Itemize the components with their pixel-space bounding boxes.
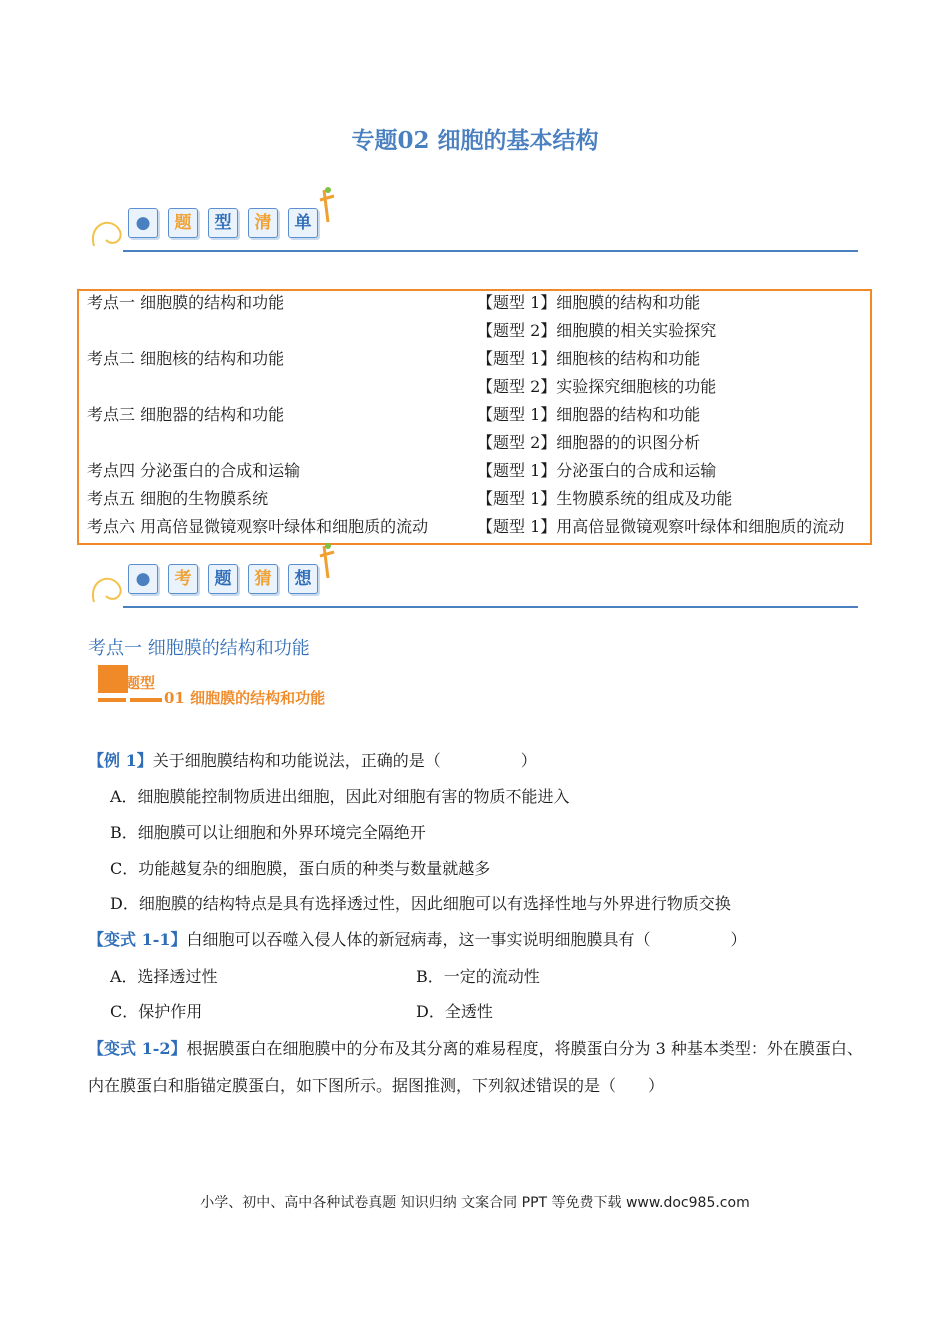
list-item: 【题型 2】实验探究细胞核的功能 [477, 377, 717, 396]
variant-question [88, 1036, 863, 1059]
banner-tile: 清 [248, 208, 278, 238]
banner-tile: 单 [288, 208, 318, 238]
banner-tile: 型 [208, 208, 238, 238]
list-item: 考点六 用高倍显微镜观察叶绿体和细胞质的流动 [87, 517, 429, 536]
list-item: 【题型 2】细胞膜的相关实验探究 [477, 321, 717, 340]
option: D．全透性 [416, 1002, 493, 1021]
list-item: 考点一 细胞膜的结构和功能 [87, 293, 285, 312]
topic-list-box [77, 289, 872, 545]
banner-tile: 考 [168, 564, 198, 594]
list-item: 【题型 2】细胞器的的识图分析 [477, 433, 701, 452]
list-item: 考点五 细胞的生物膜系统 [87, 489, 269, 508]
question-tag: 【变式 1-1】 [88, 930, 187, 949]
list-item: 【题型 1】细胞核的结构和功能 [477, 349, 701, 368]
list-item: 【题型 1】用高倍显微镜观察叶绿体和细胞质的流动 [477, 517, 845, 536]
list-item: 考点三 细胞器的结构和功能 [87, 405, 285, 424]
list-item: 【题型 1】细胞膜的结构和功能 [477, 293, 701, 312]
banner-rule [123, 250, 858, 252]
question-tag: 【变式 1-2】 [88, 1039, 187, 1058]
option: C．保护作用 [110, 1002, 203, 1021]
variant-question [88, 927, 747, 950]
list-item: 【题型 1】细胞器的结构和功能 [477, 405, 701, 424]
option: A．细胞膜能控制物质进出细胞，因此对细胞有害的物质不能进入 [110, 787, 570, 806]
badge-word: 题型 [125, 674, 156, 692]
list-item: 考点二 细胞核的结构和功能 [87, 349, 285, 368]
list-item: 考点四 分泌蛋白的合成和运输 [87, 461, 301, 480]
banner-tile: 题 [168, 208, 198, 238]
list-item: 【题型 1】生物膜系统的组成及功能 [477, 489, 733, 508]
badge-underline [130, 698, 162, 702]
option: C．功能越复杂的细胞膜，蛋白质的种类与数量就越多 [110, 859, 491, 878]
badge-underline [98, 698, 126, 702]
badge-block [98, 665, 128, 693]
page-title: 专题02 细胞的基本结构 [351, 127, 599, 154]
banner-rule [123, 606, 858, 608]
list-item: 【题型 1】分泌蛋白的合成和运输 [477, 461, 717, 480]
bullet-circle-icon: ● [128, 208, 158, 238]
page-footer: 小学、初中、高中各种试卷真题 知识归纳 文案合同 PPT 等免费下载 www.doc985.com [200, 1195, 750, 1211]
section-banner-question-types [88, 186, 858, 261]
question-type-subheading: 01 细胞膜的结构和功能 [164, 689, 326, 707]
banner-tile: 题 [208, 564, 238, 594]
question-tag: 【例 1】 [88, 751, 153, 770]
question-stem: 白细胞可以吞噬入侵人体的新冠病毒，这一事实说明细胞膜具有（ ） [186, 930, 747, 949]
example-question [88, 748, 537, 771]
banner-tile: 想 [288, 564, 318, 594]
section-heading: 考点一 细胞膜的结构和功能 [88, 638, 310, 659]
question-stem: 关于细胞膜结构和功能说法，正确的是（ ） [152, 751, 537, 770]
banner-tile: 猜 [248, 564, 278, 594]
option: A．选择透过性 [110, 967, 218, 986]
option: B．细胞膜可以让细胞和外界环境完全隔绝开 [110, 823, 426, 842]
bullet-circle-icon: ● [128, 564, 158, 594]
option: D．细胞膜的结构特点是具有选择透过性，因此细胞可以有选择性地与外界进行物质交换 [110, 894, 731, 913]
option: B．一定的流动性 [416, 967, 540, 986]
question-stem-continued: 内在膜蛋白和脂锚定膜蛋白，如下图所示。据图推测，下列叙述错误的是（ ） [88, 1076, 665, 1095]
question-stem: 根据膜蛋白在细胞膜中的分布及其分离的难易程度，将膜蛋白分为 3 种基本类型：外在膜蛋白、 [186, 1039, 863, 1058]
section-banner-exam-predictions [88, 542, 858, 617]
